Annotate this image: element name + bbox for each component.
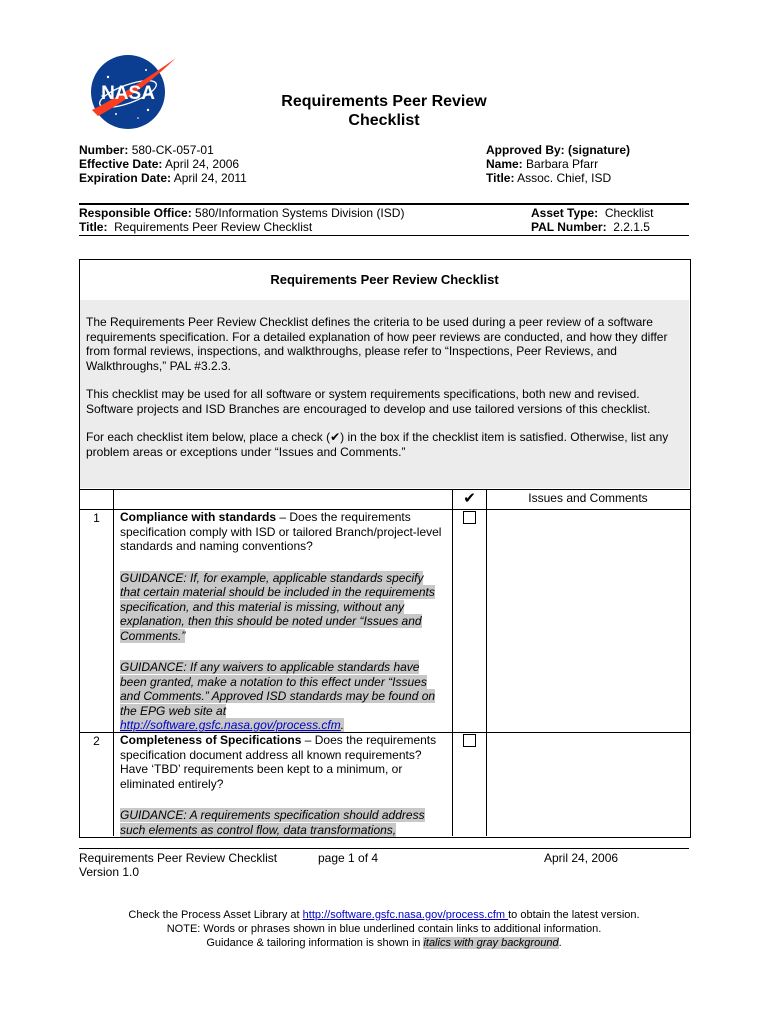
guidance-text: GUIDANCE: If any waivers to applicable standards have been granted, make a notation to this effect under “Issues and Comments.” Approved ISD standards may be found on the EPG web site at — [120, 660, 436, 718]
responsible-office: Responsible Office: 580/Information Systems Division (ISD) — [79, 206, 405, 220]
meta-name: Name: Barbara Pfarr — [486, 157, 599, 171]
table-top-line — [80, 489, 690, 490]
meta-approved-by: Approved By: (signature) — [486, 143, 631, 157]
item-text: – Does the requirements specification comply with ISD or tailored Branch/project-level standards and naming conventions? — [120, 510, 442, 553]
office-bottom-rule — [79, 235, 689, 236]
footer-version: Version 1.0 — [79, 865, 140, 879]
note-line-3: Guidance & tailoring information is shown in italics with gray background. — [206, 937, 562, 949]
asset-type: Asset Type: Checklist — [531, 206, 654, 220]
intro-paragraph-3: For each checklist item below, place a check (✔) in the box if the checklist item is satisfied. Otherwise, list any problem areas or exceptions under “Issues and Comments.” — [86, 430, 669, 459]
left-meta — [79, 143, 247, 185]
meta-title: Title: Assoc. Chief, ISD — [486, 171, 612, 185]
guidance-text: GUIDANCE: If, for example, applicable standards specify that certain material should be included in the requirements specification, and this material is missing, without any explanation, then this should be noted under “Issues and Comments.” — [120, 570, 435, 643]
italic-sample: italics with gray background — [423, 937, 559, 949]
item-2-comments[interactable] — [487, 733, 689, 835]
item-1-checkbox[interactable] — [463, 511, 476, 524]
checklist-item-1: Compliance with standards – Does the requirements specification comply with ISD or tailored Branch/project-level standards and naming conventions? GUIDANCE: If, for example, applicable standards specify that certain material should be included in the requirements specification, and this material is missing, without any explanation, then this should be noted under “Issues and Comments.” GUIDANCE: If any waivers to applicable standards have been granted, make a notation to this effect under “Issues and Comments.” Approved ISD standards may be found on the EPG web site at http://software.gsfc.nasa.gov/process.cfm. — [120, 510, 442, 732]
meta-expiration-date: Expiration Date: April 24, 2011 — [79, 171, 247, 185]
col-line-1 — [113, 489, 114, 836]
intro-paragraph-1: The Requirements Peer Review Checklist defines the criteria to be used during a peer review of a software requirements specification. For a detailed explanation of how peer reviews are conducted, and how they differ from formal reviews, inspections, and walkthroughs, please refer to “Inspections, Peer Reviews, and Walkthroughs,” PAL #3.2.3. — [86, 315, 668, 373]
col-line-2 — [452, 489, 453, 836]
item-text: – Does the requirements specification document address all known requirements? Have ‘TBD’ requirements been kept to a minimum, or eliminated entirely? — [120, 733, 437, 791]
office-left — [79, 206, 404, 234]
note-line-1: Check the Process Asset Library at http://software.gsfc.nasa.gov/process.cfm to obtain the latest version. — [128, 909, 640, 921]
item-number: 2 — [93, 734, 100, 748]
item-title: Compliance with standards — [120, 510, 277, 524]
note-line-2: NOTE: Words or phrases shown in blue underlined contain links to additional information. — [166, 923, 602, 935]
process-library-link[interactable]: http://software.gsfc.nasa.gov/process.cfm — [120, 718, 341, 732]
right-meta — [486, 143, 630, 185]
issues-column-header: Issues and Comments — [528, 491, 648, 505]
item-title: Completeness of Specifications — [120, 733, 302, 747]
office-top-rule — [79, 203, 689, 205]
footer-doc-name: Requirements Peer Review Checklist — [79, 851, 278, 865]
guidance-text: GUIDANCE: A requirements specification should address such elements as control flow, data transformations, — [120, 808, 425, 837]
office-title: Title: Requirements Peer Review Checklist — [79, 220, 313, 234]
page-title-line1: Requirements Peer Review — [281, 93, 487, 110]
meta-effective-date: Effective Date: April 24, 2006 — [79, 157, 240, 171]
checklist-item-2 — [120, 733, 446, 837]
process-library-link[interactable]: http://software.gsfc.nasa.gov/process.cfm — [302, 909, 509, 921]
check-column-header: ✔ — [463, 490, 476, 507]
checklist-intro — [86, 315, 682, 473]
office-right — [531, 206, 654, 234]
item-number: 1 — [93, 511, 100, 525]
item-2-checkbox[interactable] — [463, 734, 476, 747]
meta-number: Number: 580-CK-057-01 — [79, 143, 214, 157]
footer-date: April 24, 2006 — [544, 851, 619, 865]
pal-number: PAL Number: 2.2.1.5 — [531, 220, 650, 234]
footer-rule — [79, 848, 689, 849]
intro-paragraph-2: This checklist may be used for all software or system requirements specifications, both new and revised. Software projects and ISD Branches are encouraged to develop and use tailored versions of this checklist. — [86, 387, 651, 416]
page-title-line2: Checklist — [348, 112, 420, 129]
footer-page-number: page 1 of 4 — [318, 851, 379, 865]
checklist-heading: Requirements Peer Review Checklist — [270, 272, 499, 287]
item-1-comments[interactable] — [487, 510, 689, 732]
logo-wordmark: NASA — [101, 83, 155, 104]
